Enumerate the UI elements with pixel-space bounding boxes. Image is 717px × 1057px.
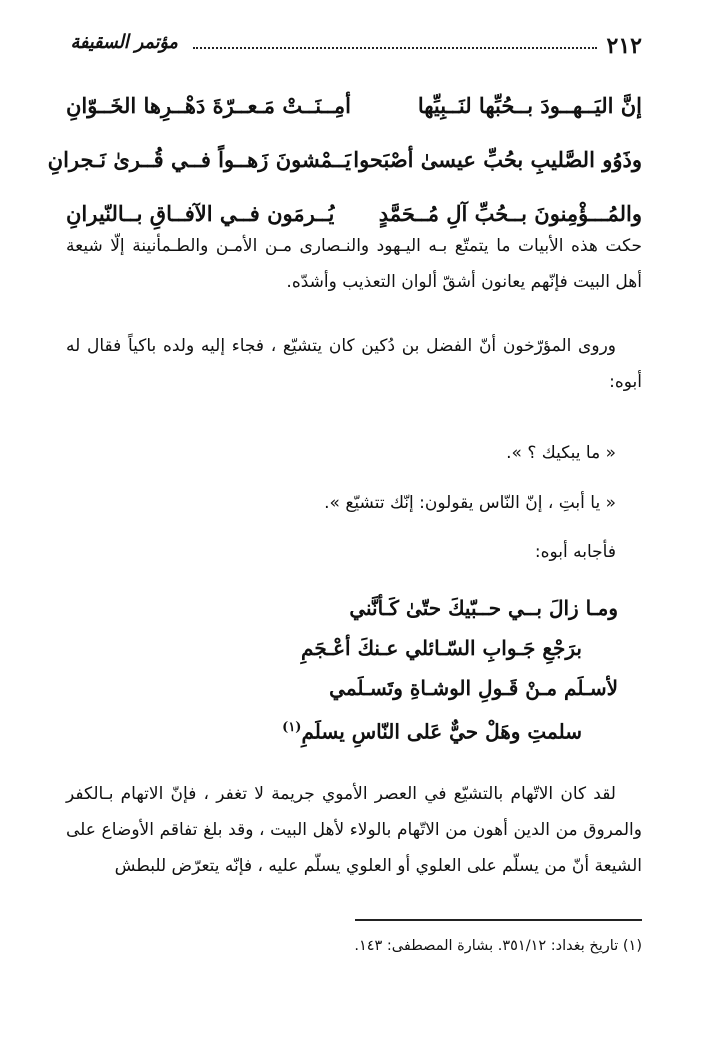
verse-first-hemistich: وذَوُو الصَّليبِ بحُبِّ عيسىٰ أصْبَحوا <box>353 146 642 172</box>
verse-row <box>47 132 642 186</box>
poem-line: برَجْعِ جَـوابِ السّـائلي عـنكَ أعْـجَمِ <box>301 636 582 660</box>
dialogue-answer: « يا أبتِ ، إنّ النّاس يقولون: إنّك تتشيّع ». <box>324 493 616 513</box>
opening-verses <box>47 78 642 240</box>
verse-second-hemistich: يَــمْشونَ زَهــواً فــي قُــرىٰ نَـجرانِ <box>47 146 351 172</box>
verse-first-hemistich: إنَّ اليَــهــودَ بــحُبِّها لنَــبِيِّها <box>417 92 642 118</box>
verse-first-hemistich: والمُـــؤْمِنونَ بــحُبِّ آلِ مُــحَمَّدٍ <box>378 200 642 226</box>
paragraph-analysis: لقد كان الاتّهام بالتشيّع في العصر الأموي جريمة لا تغفر ، فإنّ الاتهام بـالكفر والمروق من الدين أهون من الاتّهام بالولاء لأهل البيت ، وقد بلغ تفاقم الأوضاع على الشيعة أنّ من يسلّم على العلوي أو العلوي يسلّم عليه ، فإنّه يتعرّض للبطش <box>66 784 642 876</box>
dialogue-question: « ما يبكيك ؟ ». <box>506 443 616 463</box>
paragraph-narration: وروى المؤرّخون أنّ الفضل بن دُكين كان يتشيّع ، فجاء إليه ولده باكياً فقال له أبوه: <box>66 336 642 392</box>
poem-line: ومـا زالَ بــي حــبّيكَ حتّىٰ كَـأنَّني <box>349 596 618 620</box>
poem-line-last <box>66 708 642 748</box>
dotted-leader <box>193 47 597 49</box>
footnote: (١) تاريخ بغداد: ٣٥١/١٢. بشارة المصطفى: ١٤٣. <box>354 938 642 954</box>
running-header <box>66 24 642 68</box>
dialogue-reply-intro: فأجابه أبوه: <box>534 542 616 562</box>
verse-row <box>66 78 642 132</box>
footnote-reference: (١) <box>282 720 302 735</box>
verse-second-hemistich: أمِــنَــتْ مَـعــرّةَ دَهْــرِها الخَــوّانِ <box>66 92 351 118</box>
verse-second-hemistich: يُــرمَون فــي الآفــاقِ بــالنّيرانِ <box>66 200 335 226</box>
page-number: ٢١٢ <box>606 33 642 59</box>
poem-block <box>66 588 642 748</box>
poem-line-text: سلمتِ وهَلْ حيٌّ عَلى النّاسِ يسلَمِ <box>301 719 582 744</box>
paragraph-commentary: حكت هذه الأبيات ما يتمتّع بـه اليـهود والنـصارى مـن الأمـن والطـمأنينة إلّا شيعة أهل البيت فإنّهم يعانون أشقّ ألوان التعذيب وأشدّه. <box>66 236 642 292</box>
book-title: مؤتمر السقيفة <box>70 31 178 53</box>
poem-line: لأسـلَم مـنْ قَـولِ الوشـاةِ وتَسـلَمي <box>329 676 618 700</box>
footnote-divider <box>355 919 642 921</box>
